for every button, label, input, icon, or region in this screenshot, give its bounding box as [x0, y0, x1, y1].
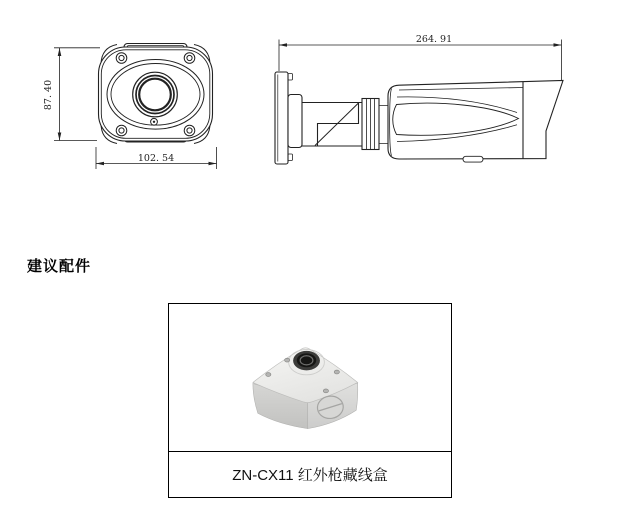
pivot-flange [288, 95, 302, 148]
accessory-caption: ZN-CX11 红外枪藏线盒 [169, 451, 451, 497]
camera-body-outline [388, 81, 563, 160]
plate-tab-bottom [288, 154, 293, 161]
dim-length [279, 40, 562, 81]
front-view-drawing [43, 44, 217, 170]
wall-plate [275, 72, 288, 164]
plate-tab-top [288, 74, 293, 81]
dimension-drawings [0, 0, 622, 230]
section-heading: 建议配件 [27, 258, 92, 275]
bracket-arm [302, 103, 362, 147]
front-body-outline [99, 47, 213, 141]
dim-length-label: 264. 91 [415, 34, 453, 45]
led-hole-dot [153, 121, 155, 123]
dim-height-label: 87. 40 [43, 79, 54, 111]
bottom-screw-bump [463, 156, 483, 162]
side-view-drawing [275, 34, 563, 164]
junction-box-image [169, 304, 451, 451]
collar [362, 99, 388, 150]
accessory-image-area [169, 304, 451, 451]
accessory-box [168, 303, 452, 498]
dim-height [54, 48, 100, 141]
dim-width-label: 102. 54 [137, 153, 175, 164]
